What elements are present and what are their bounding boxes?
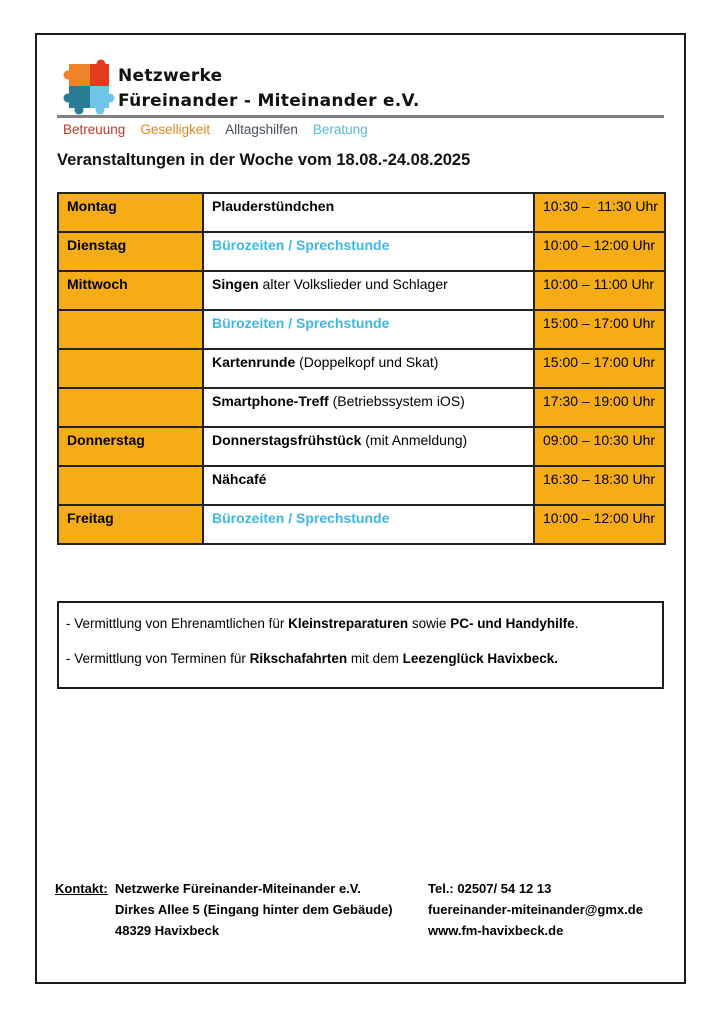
day-cell: Montag: [58, 193, 203, 232]
schedule-table: [57, 192, 666, 545]
header-divider: [57, 115, 664, 118]
table-row-mittwoch-3: [58, 349, 665, 388]
event-cell: [203, 232, 534, 271]
contact-address: [115, 878, 393, 941]
contact-website: www.fm-havixbeck.de: [428, 923, 564, 938]
time-cell: 17:30 – 19:00 Uhr: [534, 388, 665, 427]
event-detail: (mit Anmeldung): [361, 432, 468, 448]
table-row-mittwoch-4: [58, 388, 665, 427]
info-text: sowie: [408, 616, 451, 631]
table-row-mittwoch-2: [58, 310, 665, 349]
time-cell: 09:00 – 10:30 Uhr: [534, 427, 665, 466]
info-highlight: Leezenglück Havixbeck.: [402, 651, 558, 666]
contact-label: Kontakt:: [55, 881, 108, 896]
day-cell: [58, 349, 203, 388]
day-cell: [58, 388, 203, 427]
day-cell: Dienstag: [58, 232, 203, 271]
time-cell: 10:30 – 11:30 Uhr: [534, 193, 665, 232]
info-text: - Vermittlung von Ehrenamtlichen für: [66, 616, 289, 631]
contact-city: 48329 Havixbeck: [115, 923, 220, 938]
menu-item-betreuung: Betreuung: [63, 122, 126, 137]
event-cell: [203, 466, 534, 505]
time-cell: 15:00 – 17:00 Uhr: [534, 349, 665, 388]
table-row-freitag: [58, 505, 665, 544]
contact-email: fuereinander-miteinander@gmx.de: [428, 902, 643, 917]
day-cell: Freitag: [58, 505, 203, 544]
event-name: Plauderstündchen: [212, 198, 335, 214]
time-cell: 10:00 – 12:00 Uhr: [534, 232, 665, 271]
event-name: Smartphone-Treff: [212, 393, 329, 409]
event-detail: (Doppelkopf und Skat): [295, 354, 439, 370]
page-border-frame: [35, 33, 686, 984]
time-cell: 10:00 – 12:00 Uhr: [534, 505, 665, 544]
contact-phone: Tel.: 02507/ 54 12 13: [428, 881, 552, 896]
contact-block: [55, 878, 665, 948]
info-highlight: PC- und Handyhilfe: [450, 616, 575, 631]
table-row-dienstag: [58, 232, 665, 271]
info-highlight: Rikschafahrten: [249, 651, 348, 666]
info-text: mit dem: [347, 651, 403, 666]
event-name: Donnerstagsfrühstück: [212, 432, 362, 448]
org-name-line2: Füreinander - Miteinander e.V.: [118, 91, 420, 111]
table-row-donnerstag-2: [58, 466, 665, 505]
event-name: Kartenrunde: [212, 354, 296, 370]
info-line-repairs: [66, 616, 654, 631]
table-row-mittwoch: [58, 271, 665, 310]
org-name: [118, 64, 420, 114]
event-cell: [203, 388, 534, 427]
page-title: Veranstaltungen in der Woche vom 18.08.-24.08.2025: [57, 151, 471, 169]
menu-item-alltagshilfen: Alltagshilfen: [225, 122, 298, 137]
info-text: - Vermittlung von Terminen für: [66, 651, 250, 666]
event-detail: (Betriebssystem iOS): [328, 393, 465, 409]
event-cell: [203, 193, 534, 232]
puzzle-logo-icon: [61, 57, 115, 119]
menu-item-geselligkeit: Geselligkeit: [140, 122, 211, 137]
info-highlight: Kleinstreparaturen: [288, 616, 409, 631]
event-cell: [203, 271, 534, 310]
info-text: .: [574, 616, 579, 631]
event-name: Nähcafé: [212, 471, 267, 487]
event-cell: [203, 427, 534, 466]
contact-details: [428, 878, 643, 941]
org-name-line1: Netzwerke: [118, 66, 223, 86]
category-menu: [63, 122, 368, 137]
time-cell: 10:00 – 11:00 Uhr: [534, 271, 665, 310]
info-line-rikscha: [66, 651, 654, 666]
event-name: Singen: [212, 276, 259, 292]
day-cell: [58, 466, 203, 505]
time-cell: 16:30 – 18:30 Uhr: [534, 466, 665, 505]
table-row-montag: [58, 193, 665, 232]
event-name: Bürozeiten / Sprechstunde: [212, 315, 390, 331]
event-name: Bürozeiten / Sprechstunde: [212, 237, 390, 253]
table-row-donnerstag: [58, 427, 665, 466]
contact-street: Dirkes Allee 5 (Eingang hinter dem Gebäude): [115, 902, 393, 917]
menu-item-beratung: Beratung: [312, 122, 368, 137]
day-cell: Mittwoch: [58, 271, 203, 310]
event-cell: [203, 310, 534, 349]
time-cell: 15:00 – 17:00 Uhr: [534, 310, 665, 349]
event-name: Bürozeiten / Sprechstunde: [212, 510, 390, 526]
event-cell: [203, 349, 534, 388]
day-cell: Donnerstag: [58, 427, 203, 466]
services-info-box: [57, 601, 664, 689]
event-cell: [203, 505, 534, 544]
contact-org-name: Netzwerke Füreinander-Miteinander e.V.: [115, 881, 361, 896]
day-cell: [58, 310, 203, 349]
event-detail: alter Volkslieder und Schlager: [258, 276, 448, 292]
